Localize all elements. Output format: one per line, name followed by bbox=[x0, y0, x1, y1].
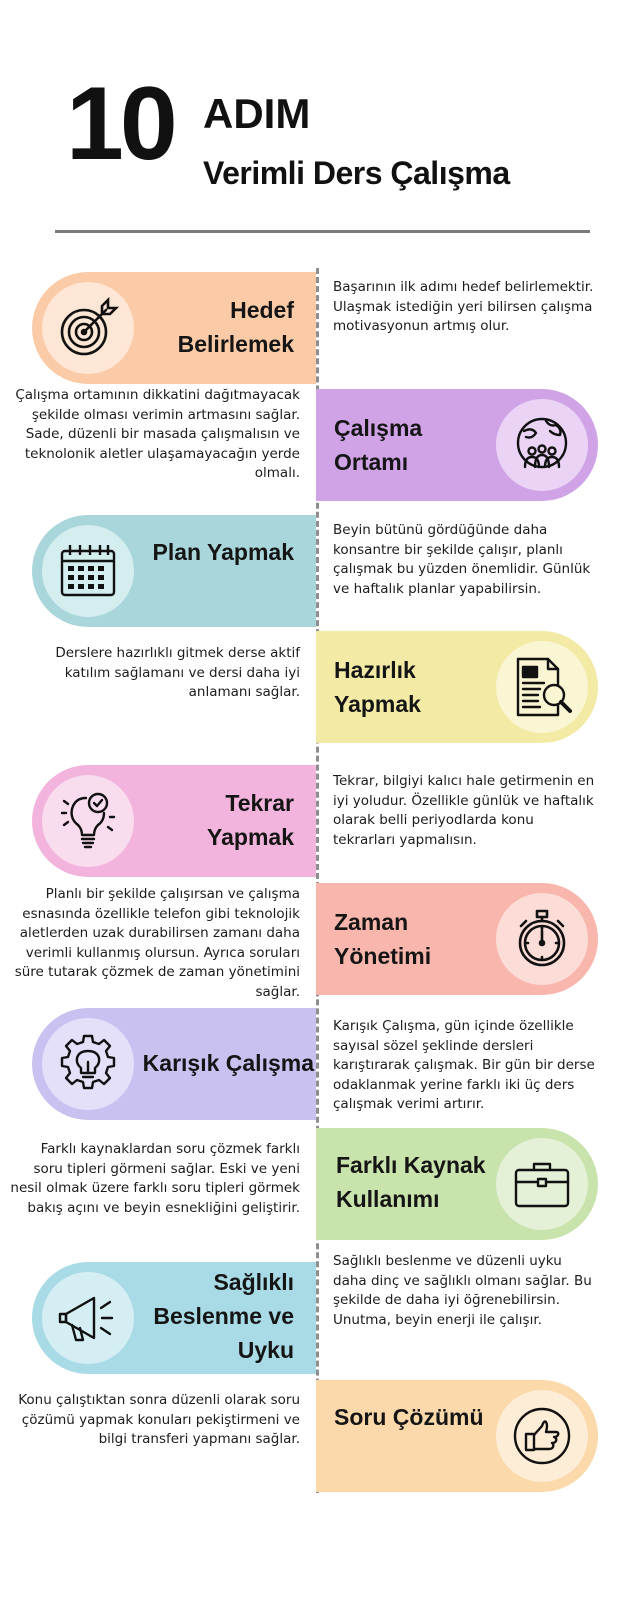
step-5-icon-badge bbox=[42, 775, 134, 867]
step-10-description: Konu çalıştıktan sonra düzenli olarak soru çözümü yapmak konuları pekiştirmeni ve bilgi transferi yapmanı sağlar. bbox=[18, 1392, 300, 1448]
step-2-description: Çalışma ortamının dikkatini dağıtmayacak şekilde olması verimin artmasını sağlar. Sade, düzenli bir masada çalışmalısın ve teknolonik aletler ulaşamayacağın yerde olmalı. bbox=[15, 387, 300, 482]
target-icon bbox=[56, 296, 120, 360]
step-8-title: Farklı Kaynak Kullanımı bbox=[336, 1152, 486, 1212]
step-6-card bbox=[316, 883, 598, 995]
step-6-title: Zaman Yönetimi bbox=[334, 909, 432, 969]
step-7-title: Karışık Çalışma bbox=[142, 1050, 314, 1076]
stopwatch-icon bbox=[510, 907, 574, 971]
step-9-description: Sağlıklı beslenme ve düzenli uyku daha dinç ve sağlıklı olmanı sağlar. Bu şekilde de daha iyi öğrenebilirsin. Unutma, beyin enerji ile çalışır. bbox=[333, 1253, 592, 1328]
step-1-title: Hedef Belirlemek bbox=[177, 297, 294, 357]
step-3-icon-badge bbox=[42, 525, 134, 617]
step-1-description: Başarının ilk adımı hedef belirlemektir. Ulaşmak istediğin yeri bilirsen çalışma motivasyonun artmış olur. bbox=[333, 279, 594, 335]
thumbs-up-icon bbox=[510, 1404, 574, 1468]
step-5-card bbox=[32, 765, 316, 877]
step-count-number: 10 bbox=[66, 66, 174, 182]
step-7-icon-badge bbox=[42, 1018, 134, 1110]
step-6-icon-badge bbox=[496, 893, 588, 985]
step-1-card bbox=[32, 272, 316, 384]
step-9-icon-badge bbox=[42, 1272, 134, 1364]
step-9-card bbox=[32, 1262, 316, 1374]
step-2-card bbox=[316, 389, 598, 501]
step-8-card bbox=[316, 1128, 598, 1240]
page-title: Verimli Ders Çalışma bbox=[203, 155, 510, 191]
step-5-description: Tekrar, bilgiyi kalıcı hale getirmenin en iyi yoludur. Özellikle günlük ve haftalık olarak belli periyodlarda konu tekrarları yapmalısın. bbox=[333, 773, 595, 848]
step-4-description: Derslere hazırlıklı gitmek derse aktif katılım sağlamanı ve dersi daha iyi anlamanı sağlar. bbox=[55, 645, 300, 701]
lightbulb-check-icon bbox=[56, 789, 120, 853]
step-2-title: Çalışma Ortamı bbox=[334, 415, 423, 475]
step-8-icon-badge bbox=[496, 1138, 588, 1230]
step-3-card bbox=[32, 515, 316, 627]
step-5-title: Tekrar Yapmak bbox=[207, 790, 294, 850]
gear-bulb-icon bbox=[56, 1032, 120, 1096]
step-8-description: Farklı kaynaklardan soru çözmek farklı soru tipleri görmeni sağlar. Eski ve yeni nesil olmak üzere farklı soru tipleri görmek bakış açını ve beyin esnekliğini geliştirir. bbox=[10, 1141, 300, 1216]
step-10-title: Soru Çözümü bbox=[334, 1404, 484, 1430]
megaphone-icon bbox=[56, 1286, 120, 1350]
step-1-icon-badge bbox=[42, 282, 134, 374]
globe-people-icon bbox=[510, 413, 574, 477]
step-4-icon-badge bbox=[496, 641, 588, 733]
calendar-icon bbox=[56, 539, 120, 603]
step-6-description: Planlı bir şekilde çalışırsan ve çalışma esnasında özellikle telefon gibi teknolojik aletlerden uzak durabilirsen zamanı daha verimli kullanmış olursun. Ayrıca soruları süre tutarak çözmek de zaman yönetimini sağlar. bbox=[14, 886, 300, 1000]
step-10-icon-badge bbox=[496, 1390, 588, 1482]
step-2-icon-badge bbox=[496, 399, 588, 491]
step-4-card bbox=[316, 631, 598, 743]
document-search-icon bbox=[510, 655, 574, 719]
header-divider bbox=[55, 230, 590, 233]
step-9-title: Sağlıklı Beslenme ve Uyku bbox=[153, 1269, 294, 1363]
step-10-card bbox=[316, 1380, 598, 1492]
header-word: ADIM bbox=[203, 90, 311, 137]
step-4-title: Hazırlık Yapmak bbox=[334, 657, 421, 717]
step-3-description: Beyin bütünü gördüğünde daha konsantre bir şekilde çalışır, planlı çalışmak bu yüzden önemlidir. Günlük ve haftalık planlar yapabilirsin. bbox=[333, 522, 591, 597]
step-7-card bbox=[32, 1008, 316, 1120]
briefcase-icon bbox=[510, 1152, 574, 1216]
step-7-description: Karışık Çalışma, gün içinde özellikle sayısal sözel şeklinde dersleri karıştırarak çalışmak. Bir gün bir derse odaklanmak yerine farklı iki üç ders çalışmak verimi artırır. bbox=[333, 1018, 595, 1113]
step-3-title: Plan Yapmak bbox=[152, 539, 294, 565]
